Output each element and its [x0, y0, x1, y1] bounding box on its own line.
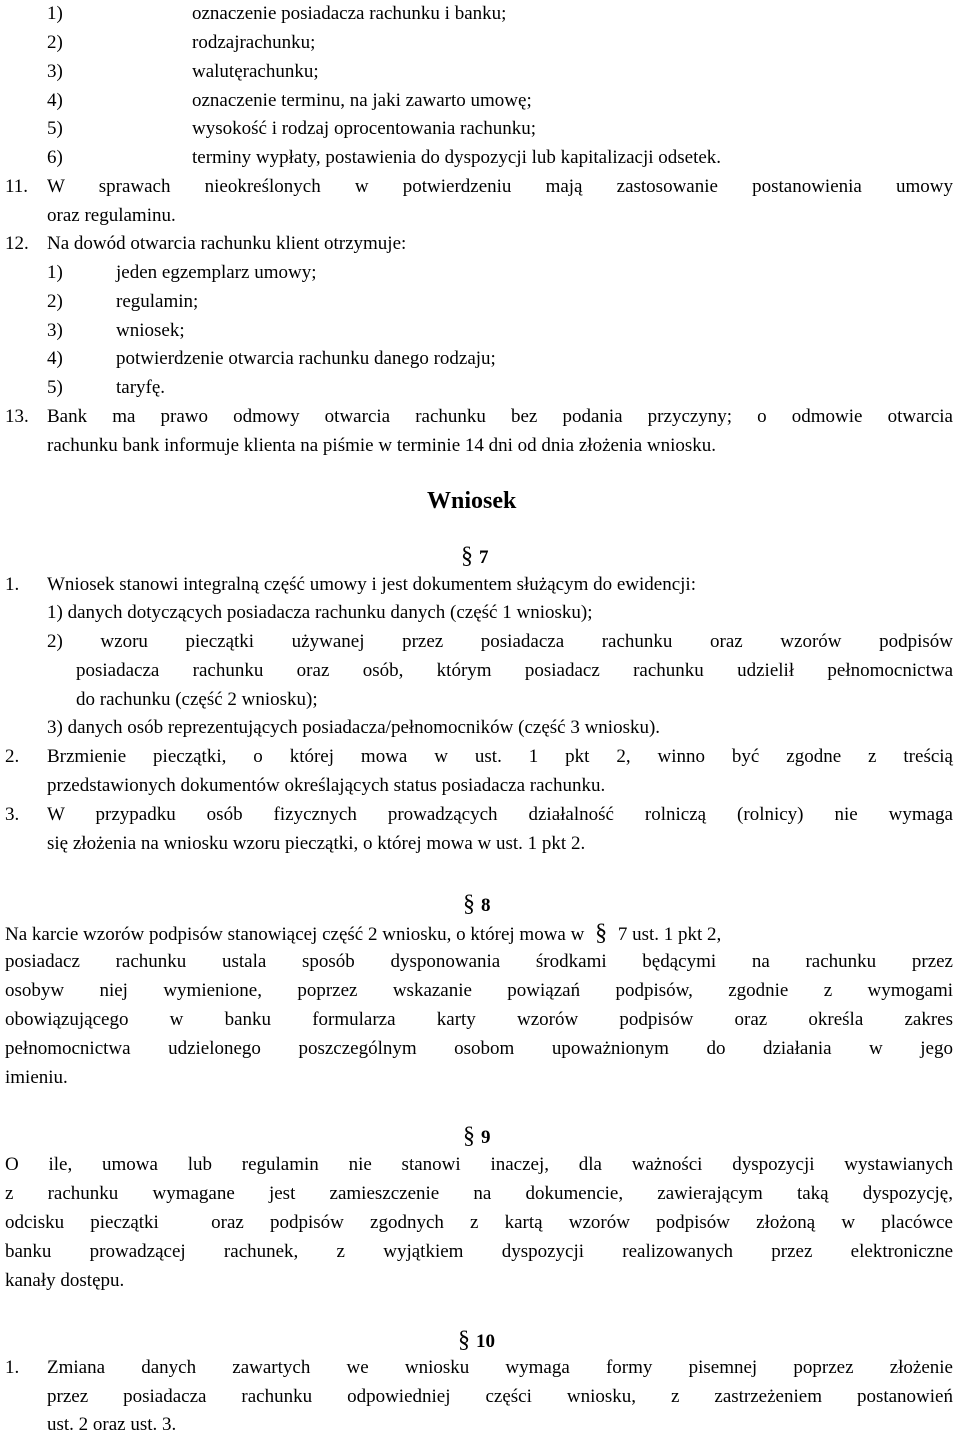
list-item-continuation: do rachunku (część 2 wniosku);	[76, 689, 318, 710]
list-item: 3) danych osób reprezentujących posiadacza/pełnomocników (część 3 wniosku).	[47, 717, 661, 738]
list-item: wysokość i rodzaj oprocentowania rachunku;	[192, 118, 537, 139]
paragraph-number: 3.	[5, 804, 20, 825]
paragraph-line: przez posiadacza rachunku odpowiedniej części wniosku, z zastrzeżeniem postanowień	[47, 1386, 953, 1407]
paragraph-line: osobyw niej wymienione, poprzez wskazanie powiązań podpisów, zgodnie z wymogami	[5, 980, 953, 1001]
list-item: walutęrachunku;	[192, 61, 319, 82]
section-number: 7	[479, 547, 489, 568]
paragraph-number: 12.	[5, 233, 29, 254]
paragraph-line: ust. 2 oraz ust. 3.	[47, 1414, 177, 1435]
section-number: 9	[481, 1127, 491, 1148]
paragraph-line: obowiązującego w banku formularza karty wzorów podpisów oraz określa zakres	[5, 1009, 953, 1030]
paragraph-line: rachunku bank informuje klienta na piśmie w terminie 14 dni od dnia złożenia wniosku.	[47, 435, 717, 456]
section-heading: Wniosek	[427, 488, 517, 514]
paragraph-line: się złożenia na wniosku wzoru pieczątki, o której mowa w ust. 1 pkt 2.	[47, 833, 586, 854]
paragraph-line: W przypadku osób fizycznych prowadzących działalność rolniczą (rolnicy) nie wymaga	[47, 804, 953, 825]
paragraph-line: O ile, umowa lub regulamin nie stanowi inaczej, dla ważności dyspozycji wystawianych	[5, 1154, 953, 1175]
list-item-number: 5)	[47, 118, 63, 139]
list-item: 1) danych dotyczących posiadacza rachunku danych (część 1 wniosku);	[47, 602, 593, 623]
paragraph-line: oraz regulaminu.	[47, 205, 176, 226]
list-item-continuation: posiadacza rachunku oraz osób, którym posiadacz rachunku udzielił pełnomocnictwa	[76, 660, 953, 681]
list-item-number: 4)	[47, 90, 63, 111]
list-item-number: 3)	[47, 320, 63, 341]
paragraph-line: Bank ma prawo odmowy otwarcia rachunku bez podania przyczyny; o odmowie otwarcia	[47, 406, 953, 427]
list-item-number: 5)	[47, 377, 63, 398]
paragraph-number: 13.	[5, 406, 29, 427]
paragraph-line: odcisku pieczątki oraz podpisów zgodnych z kartą wzorów podpisów złożoną w placówce	[5, 1212, 953, 1233]
section-sign: §	[463, 1123, 475, 1149]
list-item: 2) wzoru pieczątki używanej przez posiadacza rachunku oraz wzorów podpisów	[47, 631, 953, 652]
section-sign: §	[463, 891, 475, 917]
paragraph-line: Wniosek stanowi integralną część umowy i jest dokumentem służącym do ewidencji:	[47, 574, 696, 595]
list-item-number: 2)	[47, 291, 63, 312]
section-sign: §	[461, 543, 473, 569]
list-item: rodzajrachunku;	[192, 32, 316, 53]
list-item: taryfę.	[116, 377, 166, 398]
paragraph-line: z rachunku wymagane jest zamieszczenie na dokumencie, zawierającym taką dyspozycję,	[5, 1183, 953, 1204]
list-item: wniosek;	[116, 320, 185, 341]
section-number-8	[463, 890, 491, 920]
paragraph-text: 7 ust. 1 pkt 2,	[617, 924, 722, 945]
list-item-number: 2)	[47, 32, 63, 53]
paragraph-line: Brzmienie pieczątki, o której mowa w ust. 1 pkt 2, winno być zgodne z treścią	[47, 746, 953, 767]
paragraph-line: W sprawach nieokreślonych w potwierdzeniu mają zastosowanie postanowienia umowy	[47, 176, 953, 197]
paragraph-line: kanały dostępu.	[5, 1270, 125, 1291]
paragraph-line: pełnomocnictwa udzielonego poszczególnym osobom upoważnionym do działania w jego	[5, 1038, 953, 1059]
list-item: potwierdzenie otwarcia rachunku danego rodzaju;	[116, 348, 496, 369]
list-item-number: 3)	[47, 61, 63, 82]
paragraph-number: 1.	[5, 574, 20, 595]
section-sign: §	[458, 1327, 470, 1353]
paragraph-number: 2.	[5, 746, 20, 767]
list-item: oznaczenie terminu, na jaki zawarto umowę;	[192, 90, 532, 111]
section-sign: §	[595, 920, 608, 946]
list-item: regulamin;	[116, 291, 199, 312]
list-item: oznaczenie posiadacza rachunku i banku;	[192, 3, 507, 24]
paragraph-line: Zmiana danych zawartych we wniosku wymaga formy pisemnej poprzez złożenie	[47, 1357, 953, 1378]
list-item: terminy wypłaty, postawienia do dyspozycji lub kapitalizacji odsetek.	[192, 147, 722, 168]
paragraph-intro: Na dowód otwarcia rachunku klient otrzymuje:	[47, 233, 407, 254]
list-item-number: 6)	[47, 147, 63, 168]
paragraph-line: posiadacz rachunku ustala sposób dysponowania środkami będącymi na rachunku przez	[5, 951, 953, 972]
paragraph-number: 11.	[5, 176, 29, 197]
list-item-number: 4)	[47, 348, 63, 369]
paragraph-line: imieniu.	[5, 1067, 68, 1088]
section-number-10	[458, 1326, 495, 1356]
paragraph-line	[5, 921, 721, 947]
paragraph-number: 1.	[5, 1357, 20, 1378]
section-number: 10	[476, 1331, 495, 1352]
list-item: jeden egzemplarz umowy;	[116, 262, 317, 283]
paragraph-line: banku prowadzącej rachunek, z wyjątkiem dyspozycji realizowanych przez elektroniczne	[5, 1241, 953, 1262]
list-item-number: 1)	[47, 3, 63, 24]
paragraph-line: przedstawionych dokumentów określających status posiadacza rachunku.	[47, 775, 606, 796]
section-number-7	[461, 542, 489, 572]
paragraph-text: Na karcie wzorów podpisów stanowiącej część 2 wniosku, o której mowa w	[5, 924, 585, 945]
section-number: 8	[481, 895, 491, 916]
section-number-9	[463, 1122, 491, 1152]
list-item-number: 1)	[47, 262, 63, 283]
